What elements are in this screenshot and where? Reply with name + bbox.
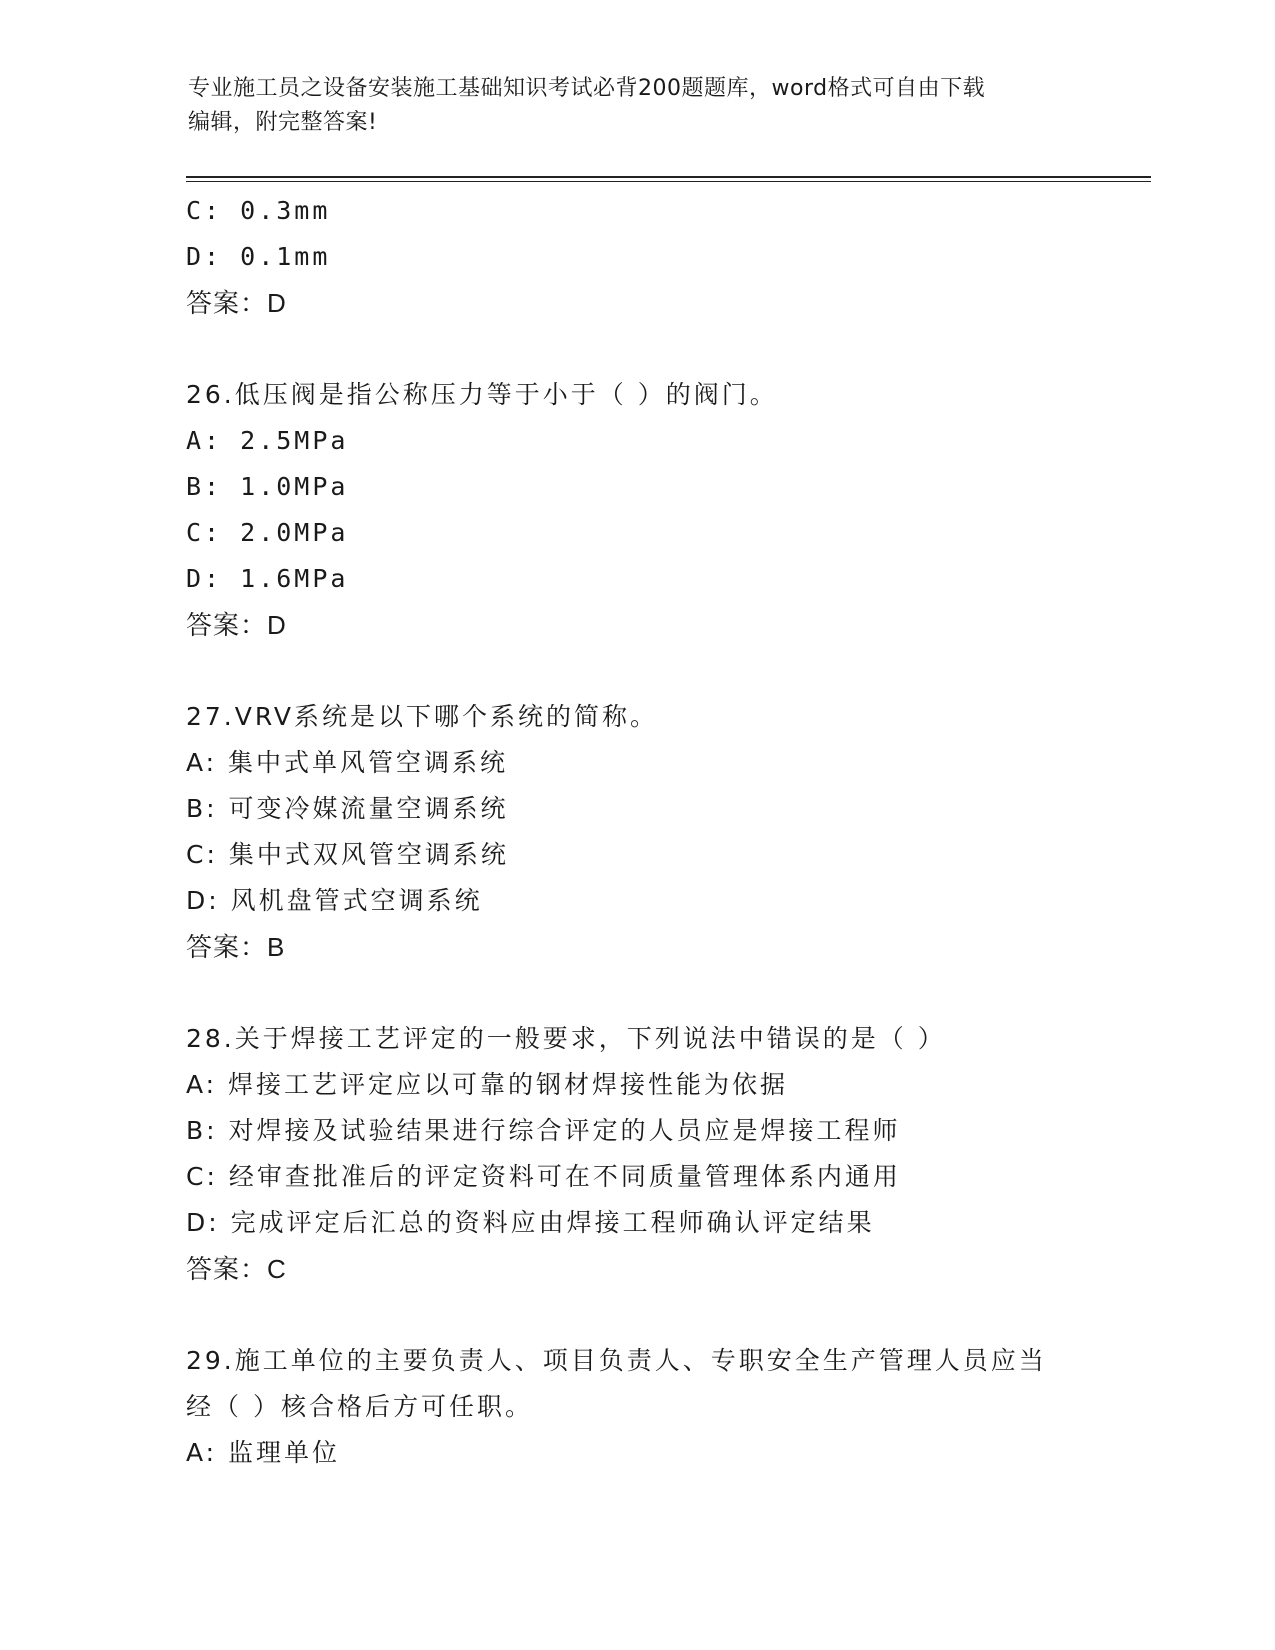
question-29: [186, 1338, 1106, 1476]
header-line-1: 专业施工员之设备安装施工基础知识考试必背200题题库，word格式可自由下载: [188, 76, 986, 101]
option-c: C: 0.3mm: [186, 196, 331, 225]
question-27: [186, 694, 1106, 970]
answer-line: 答案：D: [186, 610, 287, 640]
option-a: A: 焊接工艺评定应以可靠的钢材焊接性能为依据: [186, 1070, 789, 1099]
question-stem-line-1: 29.施工单位的主要负责人、项目负责人、专职安全生产管理人员应当: [186, 1346, 1047, 1375]
header-line-2: 编辑，附完整答案!: [188, 110, 378, 135]
answer-line: 答案：B: [186, 932, 286, 962]
document-header: [188, 72, 1088, 140]
header-divider-thin: [186, 181, 1151, 182]
question-stem: 28.关于焊接工艺评定的一般要求，下列说法中错误的是（ ）: [186, 1024, 946, 1053]
option-c: C: 经审查批准后的评定资料可在不同质量管理体系内通用: [186, 1162, 901, 1191]
question-26: [186, 372, 1106, 648]
option-b: B: 可变冷媒流量空调系统: [186, 794, 509, 823]
option-c: C: 2.0MPa: [186, 518, 349, 547]
option-a: A: 集中式单风管空调系统: [186, 748, 509, 777]
option-a: A: 监理单位: [186, 1438, 341, 1467]
option-a: A: 2.5MPa: [186, 426, 349, 455]
question-list: [186, 188, 1106, 1476]
question-stem-line-2: 经（ ）核合格后方可任职。: [186, 1392, 533, 1421]
option-d: D: 风机盘管式空调系统: [186, 886, 483, 915]
question-stem: 27.VRV系统是以下哪个系统的简称。: [186, 702, 658, 731]
option-d: D: 完成评定后汇总的资料应由焊接工程师确认评定结果: [186, 1208, 875, 1237]
option-c: C: 集中式双风管空调系统: [186, 840, 509, 869]
header-divider-thick: [186, 176, 1151, 178]
option-d: D: 0.1mm: [186, 242, 331, 271]
option-b: B: 对焊接及试验结果进行综合评定的人员应是焊接工程师: [186, 1116, 901, 1145]
answer-line: 答案：D: [186, 288, 287, 318]
question-28: [186, 1016, 1106, 1292]
option-b: B: 1.0MPa: [186, 472, 349, 501]
option-d: D: 1.6MPa: [186, 564, 349, 593]
previous-question-tail: [186, 188, 1106, 326]
answer-line: 答案：C: [186, 1254, 287, 1284]
question-stem: 26.低压阀是指公称压力等于小于（ ）的阀门。: [186, 380, 778, 409]
